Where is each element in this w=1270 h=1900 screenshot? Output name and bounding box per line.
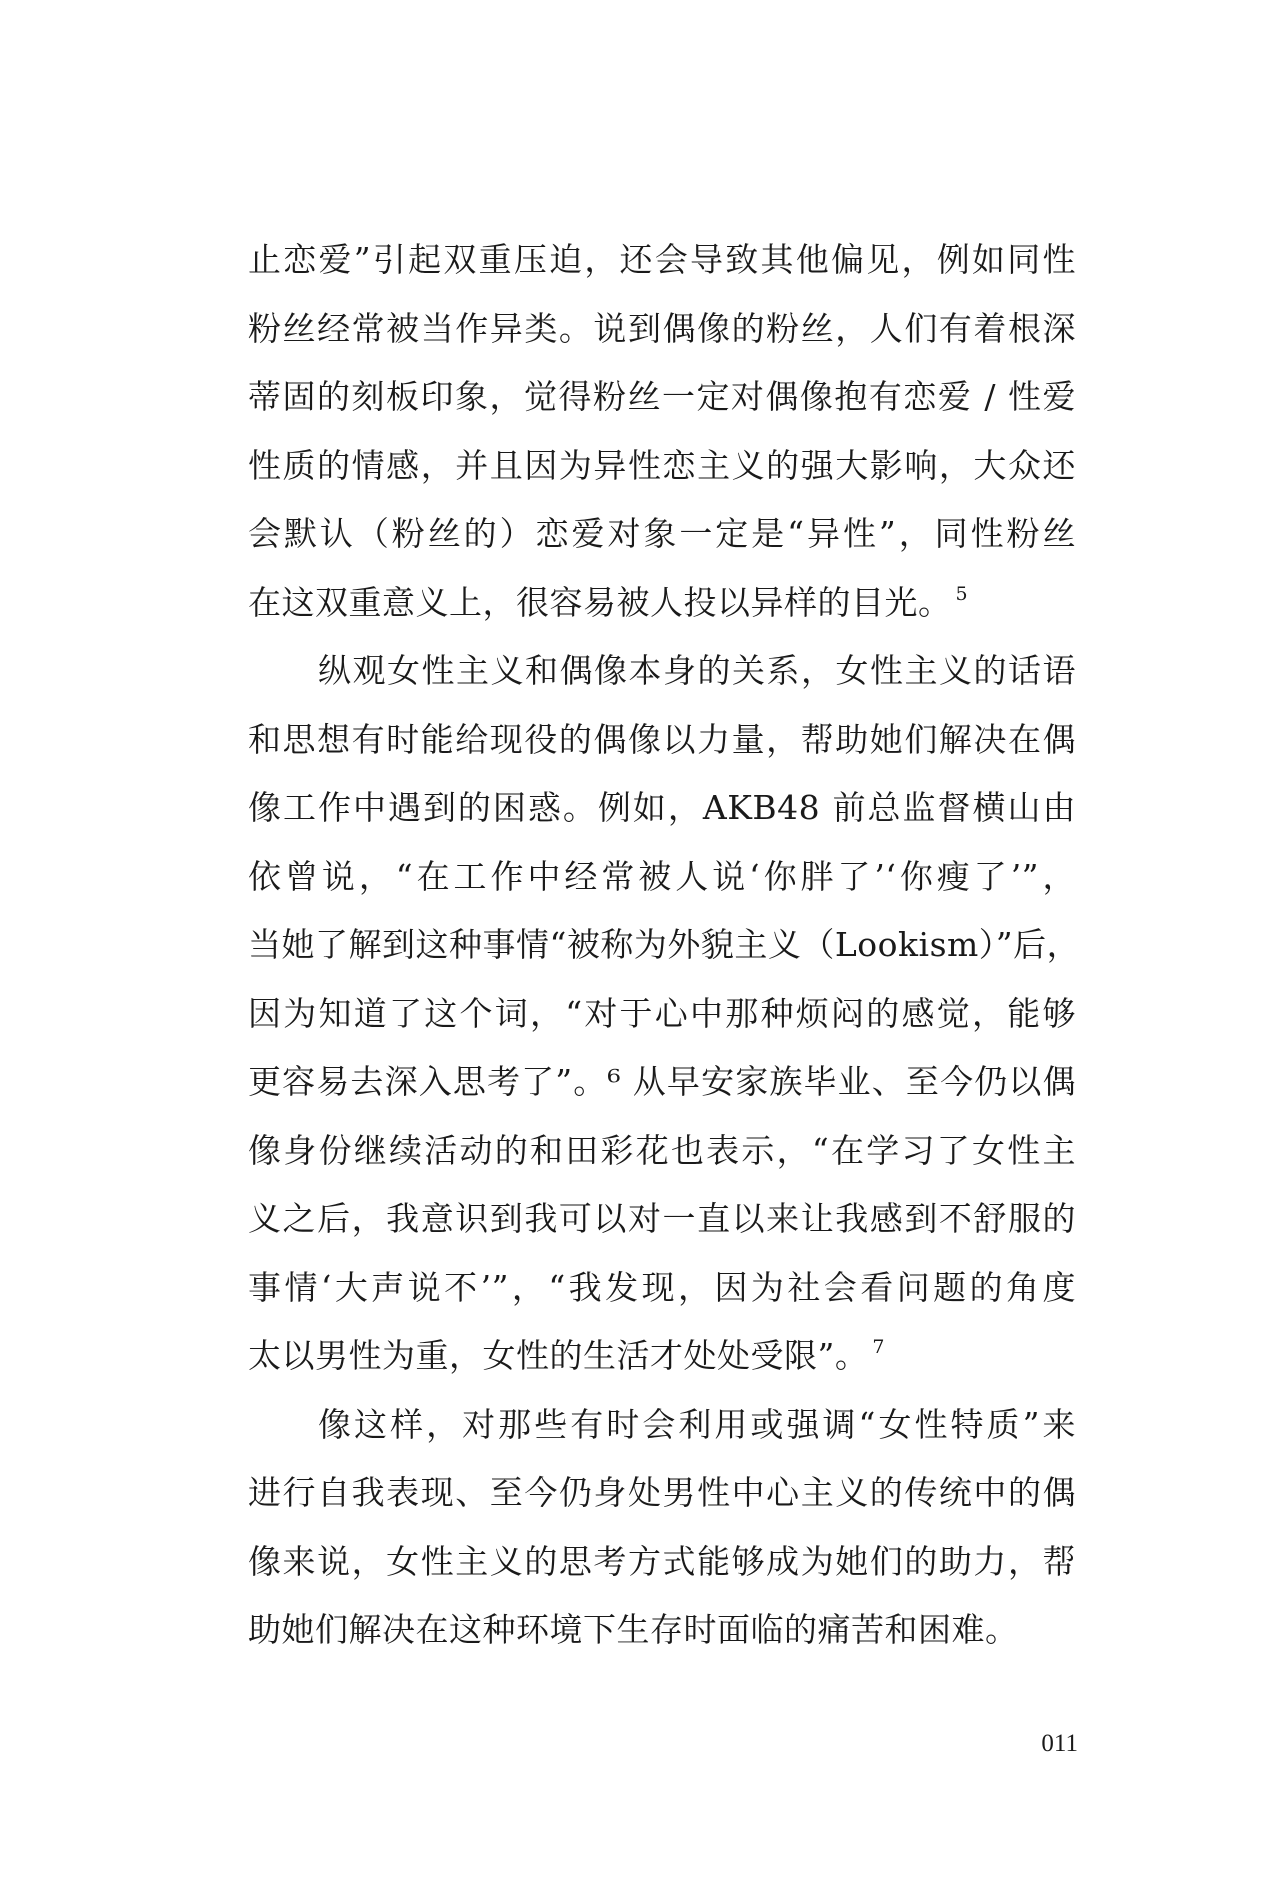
text-line bbox=[248, 295, 1076, 364]
text-line bbox=[248, 500, 1076, 569]
text-line-content: 纵观女性主义和偶像本身的关系，女性主义的话语 bbox=[318, 651, 1076, 690]
text-line-content: 像工作中遇到的困惑。例如，AKB48 前总监督横山由 bbox=[248, 788, 1076, 827]
text-line-content: 蒂固的刻板印象，觉得粉丝一定对偶像抱有恋爱 / 性爱 bbox=[248, 377, 1076, 416]
footnote-marker: 7 bbox=[872, 1336, 885, 1358]
footnote-marker: 5 bbox=[955, 582, 969, 605]
text-line bbox=[248, 1459, 1076, 1528]
text-line bbox=[248, 432, 1076, 501]
text-line bbox=[248, 1391, 1076, 1460]
text-line bbox=[248, 1185, 1076, 1254]
text-line-content: 太以男性为重，女性的生活才处处受限”。 bbox=[248, 1336, 869, 1375]
text-line bbox=[248, 1254, 1076, 1323]
text-line bbox=[248, 1528, 1076, 1597]
text-line-content: 事情‘大声说不’”，“我发现，因为社会看问题的角度 bbox=[248, 1267, 1076, 1307]
text-line-content: 当她了解到这种事情“被称为外貌主义（Lookism）”后， bbox=[248, 925, 1081, 964]
text-line bbox=[248, 1117, 1076, 1186]
text-line bbox=[248, 1322, 1076, 1391]
text-line-content: 因为知道了这个词，“对于心中那种烦闷的感觉，能够 bbox=[248, 993, 1076, 1033]
text-line bbox=[248, 637, 1076, 706]
text-line-content: 粉丝经常被当作异类。说到偶像的粉丝，人们有着根深 bbox=[248, 308, 1076, 348]
text-line bbox=[248, 1596, 1076, 1665]
text-line-content: 依曾说，“在工作中经常被人说‘你胖了’‘你瘦了’”， bbox=[248, 856, 1076, 896]
text-line-content: 在这双重意义上，很容易被人投以异样的目光。 bbox=[248, 582, 952, 622]
text-line-content: 像身份继续活动的和田彩花也表示，“在学习了女性主 bbox=[248, 1130, 1076, 1170]
text-line bbox=[248, 226, 1076, 295]
text-line bbox=[248, 569, 1076, 638]
text-line bbox=[248, 843, 1076, 912]
text-line bbox=[248, 1048, 1076, 1117]
text-line-content: 更容易去深入思考了”。⁶ 从早安家族毕业、至今仍以偶 bbox=[248, 1062, 1076, 1101]
text-line bbox=[248, 980, 1076, 1049]
body-text bbox=[248, 226, 1081, 1665]
text-line-content: 止恋爱”引起双重压迫，还会导致其他偏见，例如同性 bbox=[248, 240, 1076, 279]
text-line-content: 和思想有时能给现役的偶像以力量，帮助她们解决在偶 bbox=[248, 719, 1076, 759]
text-line bbox=[248, 706, 1076, 775]
text-line bbox=[248, 911, 1081, 980]
text-line bbox=[248, 774, 1076, 843]
text-line bbox=[248, 363, 1076, 432]
text-line-content: 像来说，女性主义的思考方式能够成为她们的助力，帮 bbox=[248, 1541, 1076, 1581]
page-number: 011 bbox=[1041, 1730, 1078, 1757]
text-line-content: 助她们解决在这种环境下生存时面临的痛苦和困难。 bbox=[248, 1610, 1019, 1649]
text-line-content: 像这样，对那些有时会利用或强调“女性特质”来 bbox=[318, 1404, 1076, 1444]
text-line-content: 性质的情感，并且因为异性恋主义的强大影响，大众还 bbox=[248, 445, 1076, 485]
text-line-content: 进行自我表现、至今仍身处男性中心主义的传统中的偶 bbox=[248, 1473, 1076, 1512]
text-line-content: 义之后，我意识到我可以对一直以来让我感到不舒服的 bbox=[248, 1199, 1076, 1238]
text-line-content: 会默认（粉丝的）恋爱对象一定是“异性”，同性粉丝 bbox=[248, 514, 1076, 553]
